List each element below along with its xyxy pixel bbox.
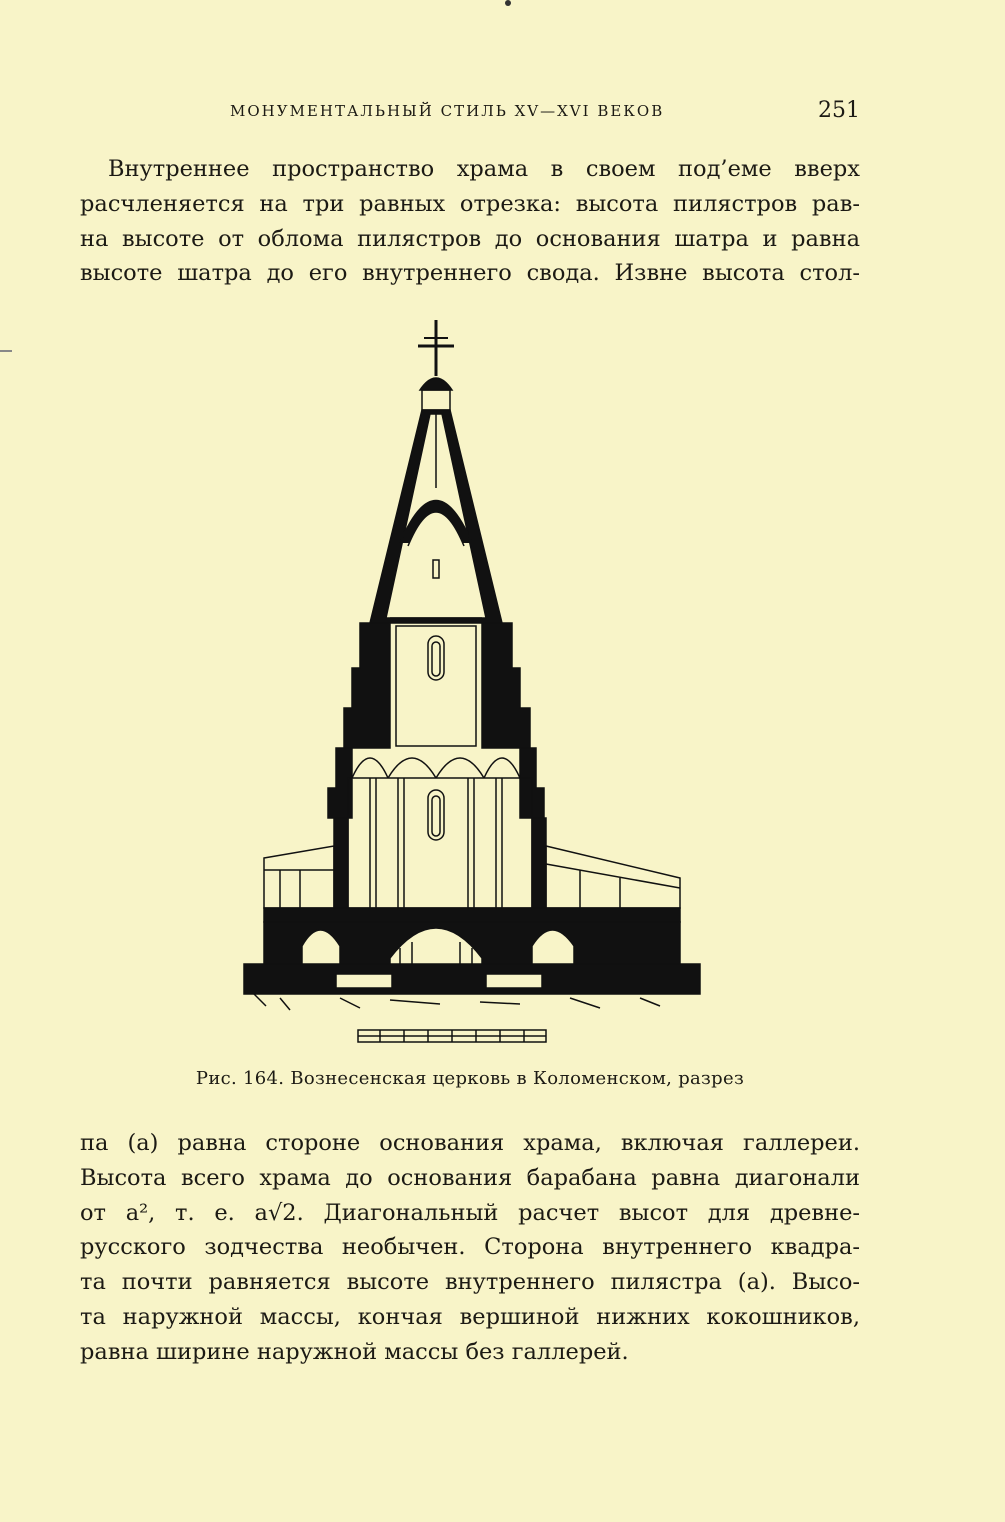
page-header [80, 98, 860, 128]
page-number: 251 [818, 98, 860, 123]
text-line: от a², т. е. a√2. Диагональный расчет высот для древне- [80, 1199, 860, 1226]
paragraph-bottom [80, 1126, 860, 1370]
text-line: равна ширине наружной массы без галлерей. [80, 1338, 629, 1365]
church-section-drawing [240, 318, 705, 1054]
text-line: расчленяется на три равных отрезка: высота пилястров рав- [80, 190, 860, 217]
margin-mark [0, 350, 12, 352]
text-line: русского зодчества необычен. Сторона внутреннего квадра- [80, 1234, 860, 1261]
text-line: Внутреннее пространство храма в своем под’еме вверх [108, 156, 860, 182]
text-line: та наружной массы, кончая вершиной нижних кокошников, [80, 1303, 860, 1330]
text-line: па (a) равна стороне основания храма, включая галлереи. [80, 1130, 860, 1156]
text-line: на высоте от облома пилястров до основания шатра и равна [80, 225, 860, 252]
text-line: высоте шатра до его внутреннего свода. Извне высота стол- [80, 260, 860, 287]
paragraph-top [80, 152, 860, 291]
print-mark [505, 0, 511, 6]
figure-caption: Рис. 164. Вознесенская церковь в Коломенском, разрез [195, 1068, 745, 1089]
running-title: МОНУМЕНТАЛЬНЫЙ СТИЛЬ XV—XVI ВЕКОВ [230, 102, 665, 120]
text-line: та почти равняется высоте внутреннего пилястра (a). Высо- [80, 1269, 860, 1296]
text-line: Высота всего храма до основания барабана равна диагонали [80, 1164, 860, 1191]
